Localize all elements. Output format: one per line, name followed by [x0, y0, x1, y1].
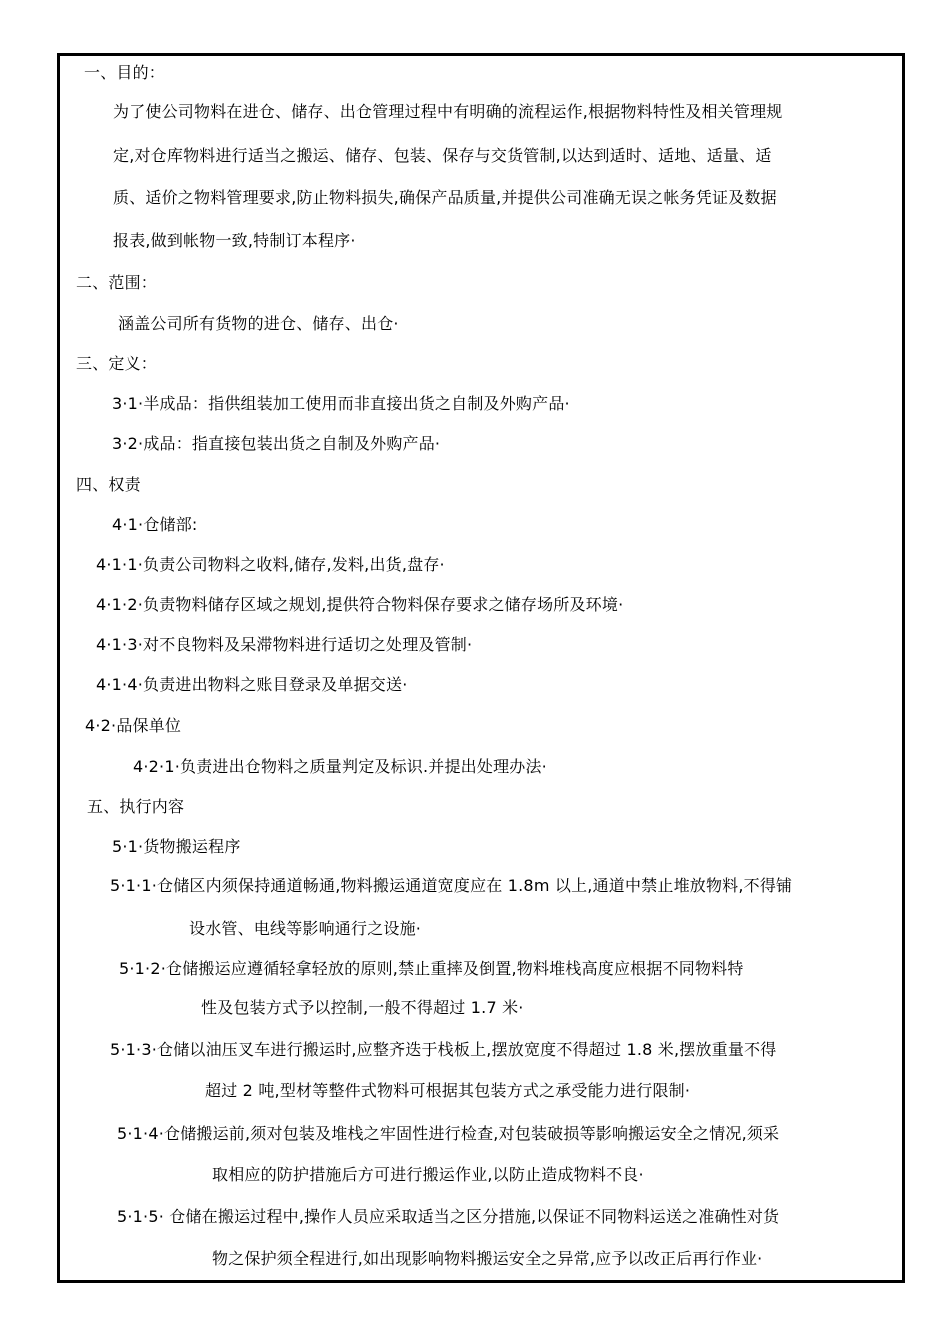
- responsibility-4-1-4: 4·1·4·负责进出物料之账目登录及单据交送·: [96, 675, 408, 694]
- procedure-5-1-5-line-1: 5·1·5· 仓储在搬运过程中,操作人员应采取适当之区分措施,以保证不同物料运送之准确性对货: [117, 1207, 780, 1226]
- section-1-heading: 一、目的：: [84, 63, 166, 82]
- section-5-heading: 五、执行内容: [87, 797, 185, 816]
- procedure-5-1-4-line-1: 5·1·4·仓储搬运前,须对包装及堆栈之牢固性进行检查,对包装破损等影响搬运安全之情况,须采: [117, 1124, 780, 1143]
- procedure-5-1: 5·1·货物搬运程序: [112, 837, 241, 856]
- definition-3-2: 3·2·成品：指直接包装出货之自制及外购产品·: [112, 434, 441, 453]
- section-4-heading: 四、权责: [76, 475, 141, 494]
- section-3-heading: 三、定义：: [76, 354, 158, 373]
- purpose-text-line-1: 为了使公司物料在进仓、储存、出仓管理过程中有明确的流程运作,根据物料特性及相关管理规: [113, 102, 783, 121]
- purpose-text-line-2: 定,对仓库物料进行适当之搬运、储存、包装、保存与交货管制,以达到适时、适地、适量、适: [113, 146, 772, 165]
- section-2-heading: 二、范围：: [76, 273, 158, 292]
- responsibility-4-1-2: 4·1·2·负责物料储存区域之规划,提供符合物料保存要求之储存场所及环境·: [96, 595, 624, 614]
- responsibility-4-1: 4·1·仓储部:: [112, 515, 198, 534]
- procedure-5-1-2-line-2: 性及包装方式予以控制,一般不得超过 1.7 米·: [201, 998, 524, 1017]
- procedure-5-1-3-line-2: 超过 2 吨,型材等整件式物料可根据其包装方式之承受能力进行限制·: [205, 1081, 691, 1100]
- responsibility-4-1-1: 4·1·1·负责公司物料之收料,储存,发料,出货,盘存·: [96, 555, 445, 574]
- purpose-text-line-4: 报表,做到帐物一致,特制订本程序·: [113, 231, 356, 250]
- procedure-5-1-2-line-1: 5·1·2·仓储搬运应遵循轻拿轻放的原则,禁止重摔及倒置,物料堆栈高度应根据不同物料特: [119, 959, 744, 978]
- procedure-5-1-1-line-1: 5·1·1·仓储区内须保持通道畅通,物料搬运通道宽度应在 1.8m 以上,通道中禁止堆放物料,不得铺: [110, 876, 793, 895]
- procedure-5-1-1-line-2: 设水管、电线等影响通行之设施·: [189, 919, 422, 938]
- responsibility-4-2-1: 4·2·1·负责进出仓物料之质量判定及标识.并提出处理办法·: [133, 757, 547, 776]
- responsibility-4-2: 4·2·品保单位: [85, 716, 182, 735]
- scope-text: 涵盖公司所有货物的进仓、储存、出仓·: [118, 314, 399, 333]
- procedure-5-1-3-line-1: 5·1·3·仓储以油压叉车进行搬运时,应整齐迭于栈板上,摆放宽度不得超过 1.8 米,摆放重量不得: [110, 1040, 777, 1059]
- responsibility-4-1-3: 4·1·3·对不良物料及呆滞物料进行适切之处理及管制·: [96, 635, 473, 654]
- procedure-5-1-4-line-2: 取相应的防护措施后方可进行搬运作业,以防止造成物料不良·: [212, 1165, 644, 1184]
- procedure-5-1-5-line-2: 物之保护须全程进行,如出现影响物料搬运安全之异常,应予以改正后再行作业·: [212, 1249, 763, 1268]
- definition-3-1: 3·1·半成品：指供组装加工使用而非直接出货之自制及外购产品·: [112, 394, 570, 413]
- purpose-text-line-3: 质、适价之物料管理要求,防止物料损失,确保产品质量,并提供公司准确无误之帐务凭证及数据: [113, 188, 777, 207]
